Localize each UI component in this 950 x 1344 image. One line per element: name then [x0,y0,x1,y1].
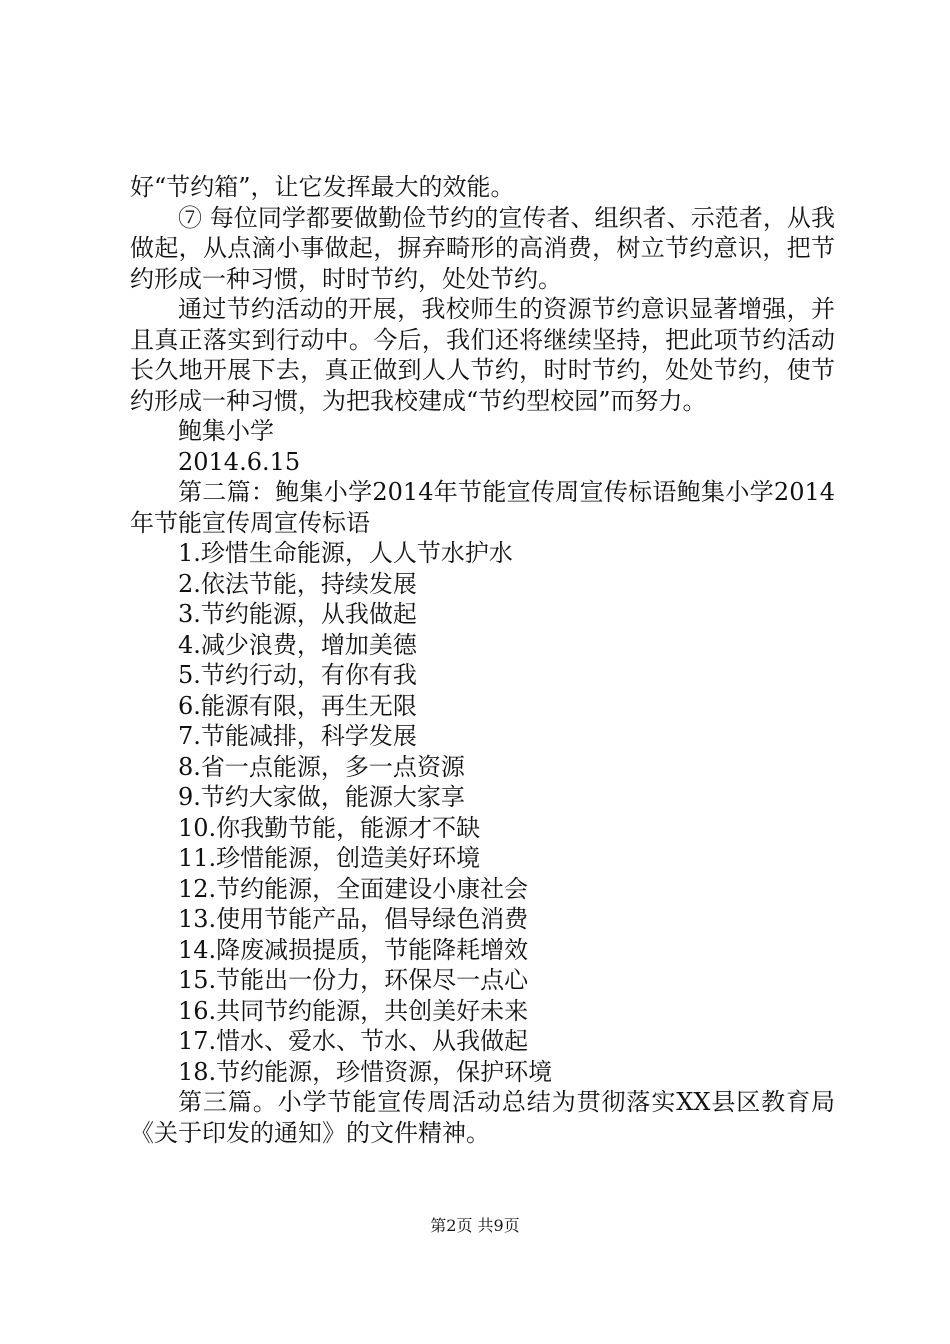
paragraph-continuation: 好“节约箱”，让它发挥最大的效能。 [130,173,515,201]
list-item: 9.节约大家做，能源大家享 [178,783,465,811]
list-item: 14.降废减损提质，节能降耗增效 [178,935,529,964]
list-item: 6.能源有限，再生无限 [178,691,417,720]
list-item: 16.共同节约能源，共创美好未来 [178,996,529,1025]
list-item: 12.节约能源，全面建设小康社会 [178,874,529,903]
paragraph-summary: 通过节约活动的开展，我校师生的资源节约意识显著增强，并且真正落实到行动中。今后，我们还将继续坚持，把此项节约活动长久地开展下去，真正做到人人节约，时时节约，处处节约，使节约形成一种习惯，为把我校建成“节约型校园”而努力。 [130,295,835,415]
list-item: 5.节约行动，有你有我 [178,661,417,689]
list-item: 10.你我勤节能，能源才不缺 [178,813,481,842]
list-item: 3.节约能源，从我做起 [178,600,417,628]
list-item: 11.珍惜能源，创造美好环境 [178,844,481,872]
document-body [130,172,835,1148]
list-item: 18.节约能源，珍惜资源，保护环境 [178,1057,553,1086]
list-item: 2.依法节能，持续发展 [178,569,417,598]
list-item: 13.使用节能产品，倡导绿色消费 [178,905,529,933]
signature: 鲍集小学 [178,417,274,445]
list-item: 7.节能减排，科学发展 [178,722,417,750]
date: 2014.6.15 [178,447,301,476]
list-item: 1.珍惜生命能源，人人节水护水 [178,539,513,567]
list-item: 15.节能出一份力，环保尽一点心 [178,966,529,994]
slogan-list [130,538,835,1087]
list-item: 8.省一点能源，多一点资源 [178,752,465,781]
paragraph-item-7: ⑦ 每位同学都要做勤俭节约的宣传者、组织者、示范者，从我做起，从点滴小事做起，摒弃畸形的高消费，树立节约意识，把节约形成一种习惯，时时节约，处处节约。 [130,203,835,293]
list-item: 17.惜水、爱水、节水、从我做起 [178,1027,529,1055]
page-indicator: 第2页 共9页 [430,1216,520,1235]
list-item: 4.减少浪费，增加美德 [178,630,417,659]
section2-heading: 第二篇：鲍集小学2014年节能宣传周宣传标语鲍集小学2014年节能宣传周宣传标语 [130,478,835,537]
section3-paragraph: 第三篇。小学节能宣传周活动总结为贯彻落实XX县区教育局《关于印发的通知》的文件精神。 [130,1088,835,1147]
